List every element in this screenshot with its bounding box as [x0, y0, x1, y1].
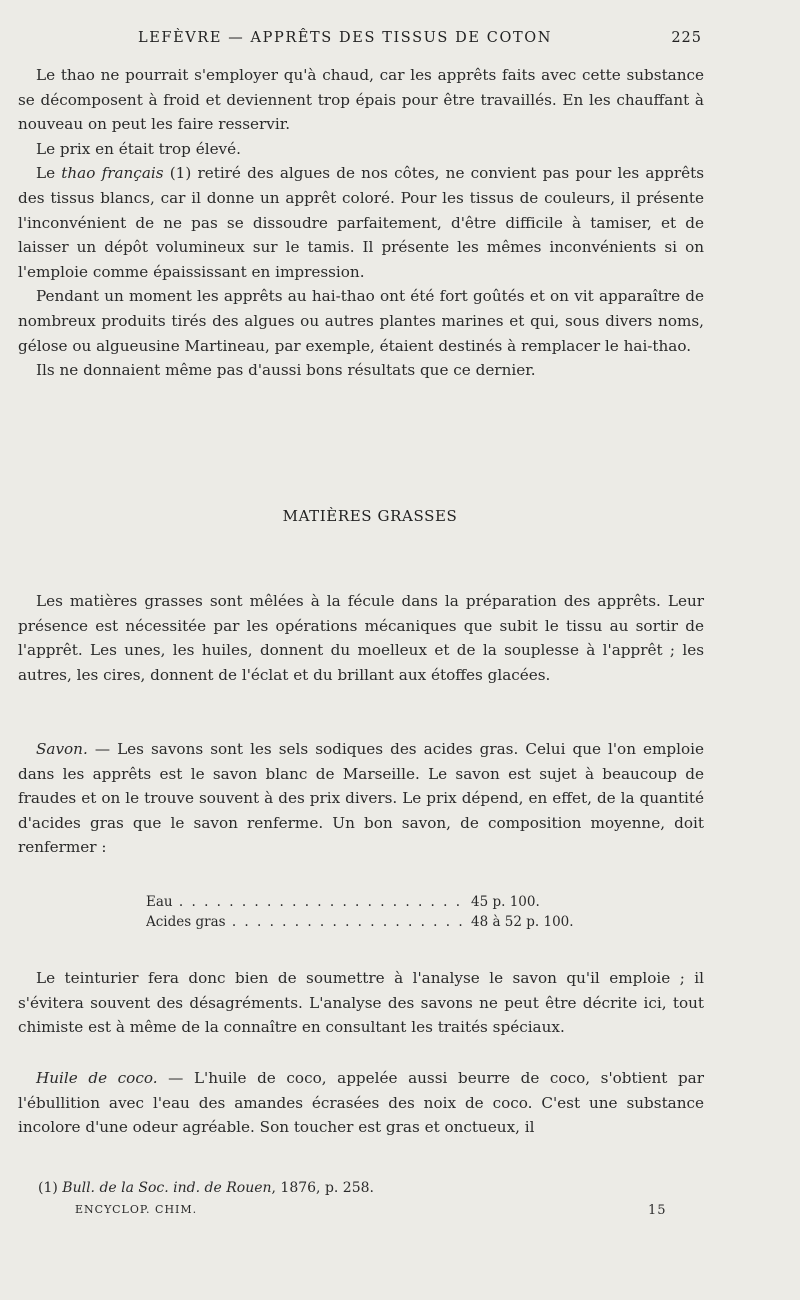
row-label: Acides gras . . .	[146, 912, 464, 932]
footnote-rest: , 1876, p. 258.	[271, 1180, 374, 1196]
table-row	[146, 892, 586, 912]
paragraph-matieres-grasses: Les matières grasses sont mêlées à la fécule dans la préparation des apprêts. Leur présence est nécessitée par les opérations mécaniques que subit le tissu au sortir de l'apprêt. Les unes, les huiles, donnent du moelleux et de la souplesse à l'apprêt ; les autres, les cires, donnent de l'éclat et du brillant aux étoffes glacées.	[18, 592, 704, 684]
paragraph-hai-thao: Pendant un moment les apprêts au hai-thao ont été fort goûtés et on vit apparaître de nombreux produits tirés des algues ou autres plantes marines et qui, sous divers noms, gélose ou algueusine Martineau, par exemple, étaient destinés à remplacer le hai-thao.	[18, 287, 704, 355]
teinturier-block	[18, 966, 704, 1040]
row-label: Eau . . .	[146, 892, 464, 912]
footer-signature: ENCYCLOP. CHIM.	[75, 1203, 198, 1216]
huile-label: Huile de coco.	[36, 1069, 158, 1087]
running-title: LEFÈVRE — APPRÊTS DES TISSUS DE COTON	[138, 30, 553, 46]
footnote-marker: (1)	[38, 1180, 63, 1196]
running-header	[0, 30, 800, 50]
top-text-block	[18, 63, 704, 383]
intro-block	[18, 589, 704, 687]
paragraph-thao-francais	[18, 161, 704, 284]
section-heading: MATIÈRES GRASSES	[282, 507, 458, 525]
text-run: — Les savons sont les sels sodiques des acides gras. Celui que l'on emploie dans les apprêts est le savon blanc de Marseille. Le savon est sujet à beaucoup de fraudes et on le trouve souvent à des prix divers. Le prix dépend, en effet, de la quantité d'acides gras que le savon renferme. Un bon savon, de composition moyenne, doit renfermer :	[18, 740, 704, 857]
footer-sheet-number: 15	[648, 1203, 667, 1218]
paragraph-savon	[18, 737, 704, 860]
savon-label: Savon.	[36, 740, 88, 758]
row-value: 48 à 52 p. 100.	[471, 914, 574, 930]
paragraph-huile-de-coco	[18, 1066, 704, 1140]
savon-block	[18, 737, 704, 860]
paragraph-resultats: Ils ne donnaient même pas d'aussi bons résultats que ce dernier.	[36, 361, 536, 380]
text-run: (1) retiré des algues de nos côtes, ne convient pas pour les apprêts des tissus blancs, car il donne un apprêt coloré. Pour les tissus de couleurs, il présente l'inconvénient de ne pas se dissoudre parfaitement, d'être difficile à tamiser, et de laisser un dépôt volumineux sur le tamis. Il présente les mêmes inconvénients si on l'emploie comme épaississant en impression.	[18, 164, 705, 281]
paragraph-prix: Le prix en était trop élevé.	[36, 139, 241, 158]
paragraph-teinturier: Le teinturier fera donc bien de soumettre à l'analyse le savon qu'il emploie ; il s'évitera souvent des désagréments. L'analyse des savons ne peut être décrite ici, tout chimiste est à même de la connaître en consultant les traités spéciaux.	[18, 969, 704, 1037]
table-row	[146, 912, 586, 932]
composition-table	[146, 892, 586, 932]
row-value: 45 p. 100.	[471, 894, 540, 910]
italic-term: thao français	[61, 164, 164, 183]
huile-block	[18, 1066, 704, 1140]
footnote	[38, 1180, 374, 1196]
text-run: Le	[36, 164, 62, 183]
page-number: 225	[671, 30, 702, 46]
text-run: — L'huile de coco, appelée aussi beurre de coco, s'obtient par l'ébullition avec l'eau des amandes écrasées des noix de coco. C'est une substance incolore d'une odeur agréable. Son toucher est gras et onctueux, il	[18, 1069, 704, 1137]
paragraph-thao-chaud: Le thao ne pourrait s'employer qu'à chaud, car les apprêts faits avec cette substance se décomposent à froid et deviennent trop épais pour être travaillés. En les chauffant à nouveau on peut les faire resservir.	[18, 66, 704, 134]
footnote-source: Bull. de la Soc. ind. de Rouen	[62, 1180, 272, 1196]
